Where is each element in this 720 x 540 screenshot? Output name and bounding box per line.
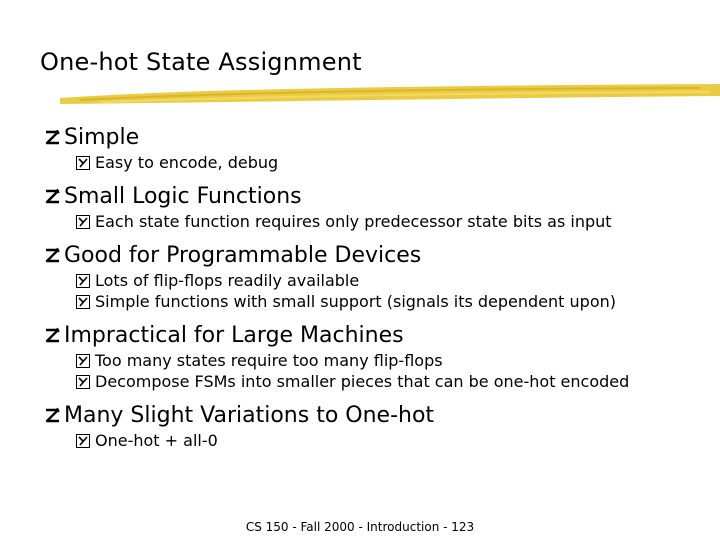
y-checkbox-bullet-icon <box>76 156 90 170</box>
bullet-item <box>42 122 712 173</box>
sub-bullet <box>76 350 712 371</box>
sub-bullet <box>76 430 712 451</box>
sub-bullet-text: Simple functions with small support (signals its dependent upon) <box>95 292 616 311</box>
y-checkbox-bullet-icon <box>76 295 90 309</box>
bullet-text: Small Logic Functions <box>64 183 302 209</box>
z-dingbat-bullet-icon <box>42 325 62 345</box>
bullet-item <box>42 320 712 392</box>
y-checkbox-bullet-icon <box>76 215 90 229</box>
bullet-item <box>42 240 712 312</box>
bullet-item <box>42 400 712 451</box>
sub-bullet-text: Lots of flip-flops readily available <box>95 271 360 290</box>
bullet-text: Simple <box>64 124 140 150</box>
y-checkbox-bullet-icon <box>76 354 90 368</box>
slide-title: One-hot State Assignment <box>40 48 362 76</box>
z-dingbat-bullet-icon <box>42 245 62 265</box>
y-checkbox-bullet-icon <box>76 274 90 288</box>
sub-bullet <box>76 211 712 232</box>
sub-bullet <box>76 371 712 392</box>
sub-bullet-text: Too many states require too many flip-flops <box>95 351 443 370</box>
sub-bullet <box>76 270 712 291</box>
sub-bullet-text: Decompose FSMs into smaller pieces that can be one-hot encoded <box>95 372 630 391</box>
sub-bullet <box>76 152 712 173</box>
sub-bullet-text: Each state function requires only predecessor state bits as input <box>95 212 612 231</box>
bullet-list <box>42 122 712 451</box>
bullet-text: Good for Programmable Devices <box>64 242 422 268</box>
bullet-item <box>42 181 712 232</box>
z-dingbat-bullet-icon <box>42 405 62 425</box>
title-underline-brushstroke <box>60 80 720 108</box>
bullet-text: Impractical for Large Machines <box>64 322 404 348</box>
y-checkbox-bullet-icon <box>76 375 90 389</box>
bullet-text: Many Slight Variations to One-hot <box>64 402 435 428</box>
sub-bullet-text: One-hot + all-0 <box>95 431 218 450</box>
slide-footer: CS 150 - Fall 2000 - Introduction - 123 <box>245 520 475 534</box>
sub-bullet <box>76 291 712 312</box>
sub-bullet-text: Easy to encode, debug <box>95 153 279 172</box>
y-checkbox-bullet-icon <box>76 434 90 448</box>
z-dingbat-bullet-icon <box>42 186 62 206</box>
z-dingbat-bullet-icon <box>42 127 62 147</box>
